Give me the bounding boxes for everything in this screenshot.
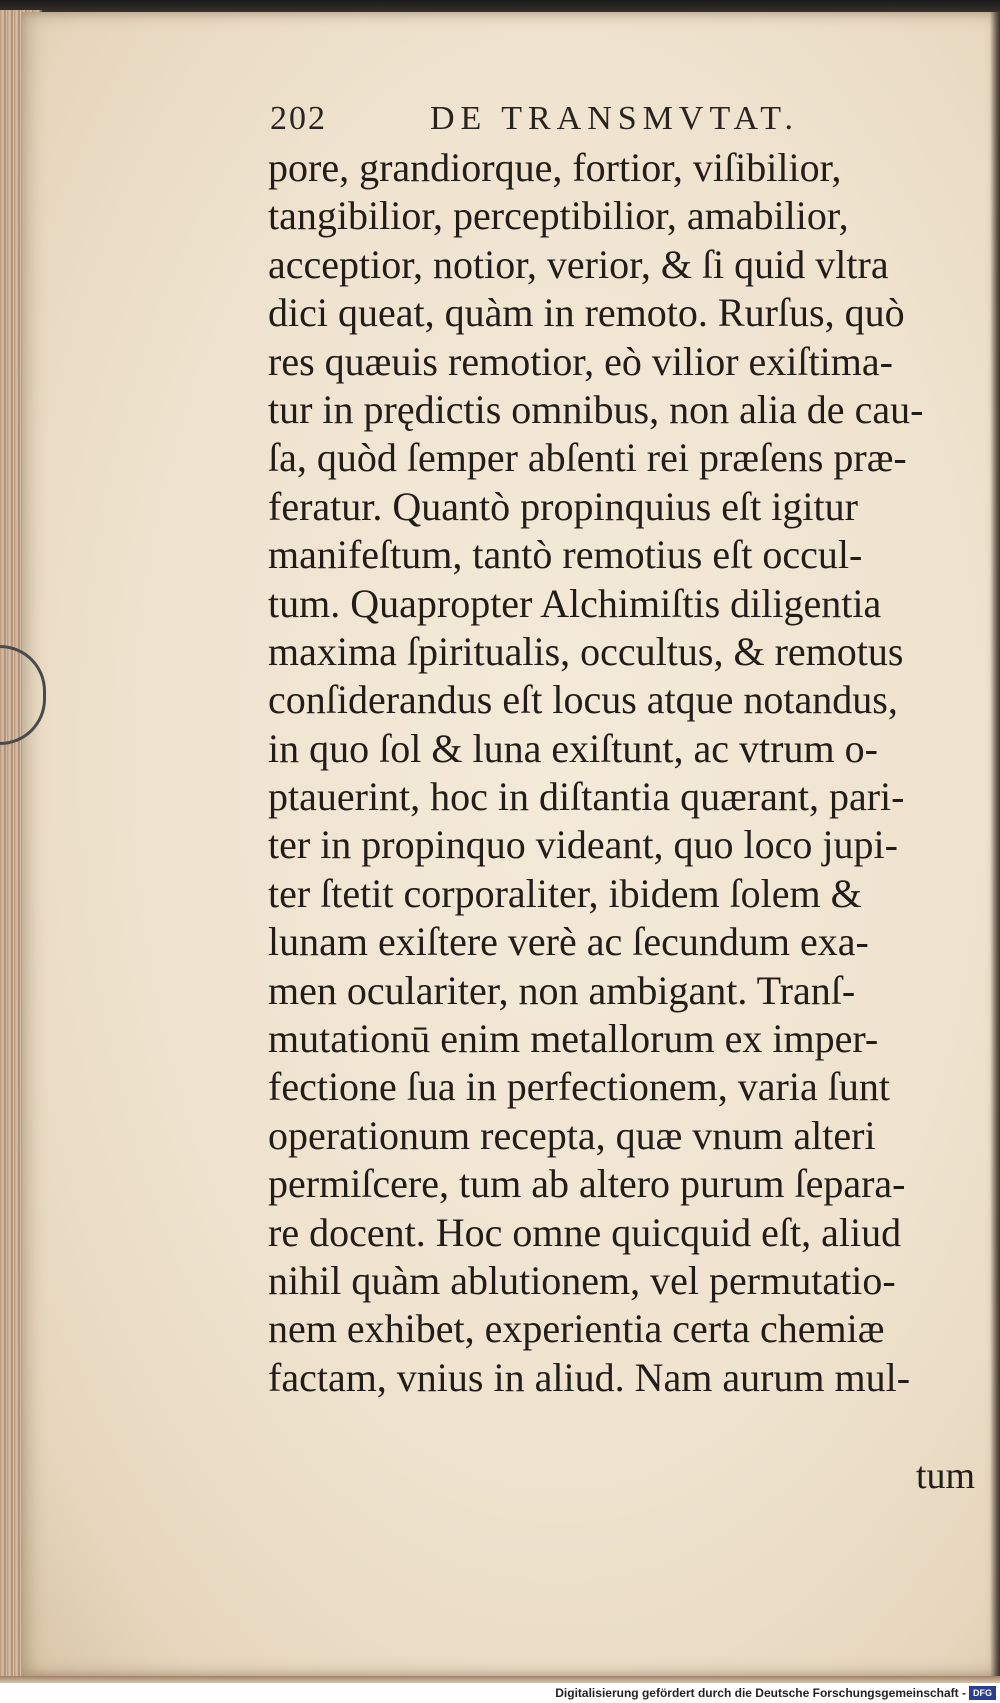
text-line: acceptior, notior, verior, & ſi quid vltra bbox=[268, 241, 889, 287]
text-line: manifeſtum, tantò remotius eſt occul- bbox=[268, 532, 863, 578]
text-line: men oculariter, non ambigant. Tranſ- bbox=[268, 967, 856, 1013]
text-line: tum. Quapropter Alchimiſtis diligentia bbox=[268, 580, 882, 626]
text-line: ptauerint, hoc in diſtantia quærant, pari- bbox=[268, 774, 905, 820]
text-line: pore, grandiorque, fortior, viſibilior, bbox=[268, 145, 842, 190]
text-line: operationum recepta, quæ vnum alteri bbox=[268, 1112, 876, 1158]
text-line: re docent. Hoc omne quicquid eſt, aliud bbox=[268, 1209, 902, 1255]
catchword: tum bbox=[916, 1455, 976, 1497]
text-line: tangibilior, perceptibilior, amabilior, bbox=[268, 193, 849, 239]
gutter-shadow bbox=[990, 12, 1000, 1676]
text-line: conſiderandus eſt locus atque notandus, bbox=[268, 677, 898, 723]
text-line: in quo ſol & luna exiſtunt, ac vtrum o- bbox=[268, 725, 878, 771]
text-line: factam, vnius in aliud. Nam aurum mul- bbox=[268, 1354, 911, 1400]
text-line: nihil quàm ablutionem, vel permutatio- bbox=[268, 1257, 896, 1303]
text-line: lunam exiſtere verè ac ſecundum exa- bbox=[268, 919, 869, 965]
text-line: fectione ſua in perfectionem, varia ſunt bbox=[268, 1064, 890, 1110]
text-line: mutationū enim metallorum ex imper- bbox=[268, 1016, 879, 1062]
running-head: DE TRANSMVTAT. bbox=[430, 100, 800, 137]
footer-credit: Digitalisierung gefördert durch die Deutsche Forschungsgemeinschaft - bbox=[555, 1686, 966, 1700]
body-text bbox=[268, 144, 968, 1524]
text-line: ſa, quòd ſemper abſenti rei præſens præ- bbox=[268, 435, 907, 481]
text-line: ter ſtetit corporaliter, ibidem ſolem & bbox=[268, 870, 862, 916]
text-line: tur in prędictis omnibus, non alia de cau- bbox=[268, 386, 924, 432]
text-line: dici queat, quàm in remoto. Rurſus, quò bbox=[268, 290, 905, 336]
text-line: permiſcere, tum ab altero purum ſepara- bbox=[268, 1161, 906, 1207]
dfg-logo: DFG bbox=[969, 1686, 996, 1700]
footer bbox=[0, 1683, 1000, 1703]
bottom-edge bbox=[0, 1676, 1000, 1683]
text-line: nem exhibet, experientia certa chemiæ bbox=[268, 1306, 885, 1352]
page-header bbox=[270, 100, 910, 144]
text-line: ter in propinquo videant, quo loco jupi- bbox=[268, 822, 898, 868]
text-line: res quæuis remotior, eò vilior exiſtima- bbox=[268, 338, 893, 384]
text-line: maxima ſpiritualis, occultus, & remotus bbox=[268, 628, 904, 674]
text-line: feratur. Quantò propinquius eſt igitur bbox=[268, 483, 858, 529]
page-number: 202 bbox=[270, 100, 327, 137]
